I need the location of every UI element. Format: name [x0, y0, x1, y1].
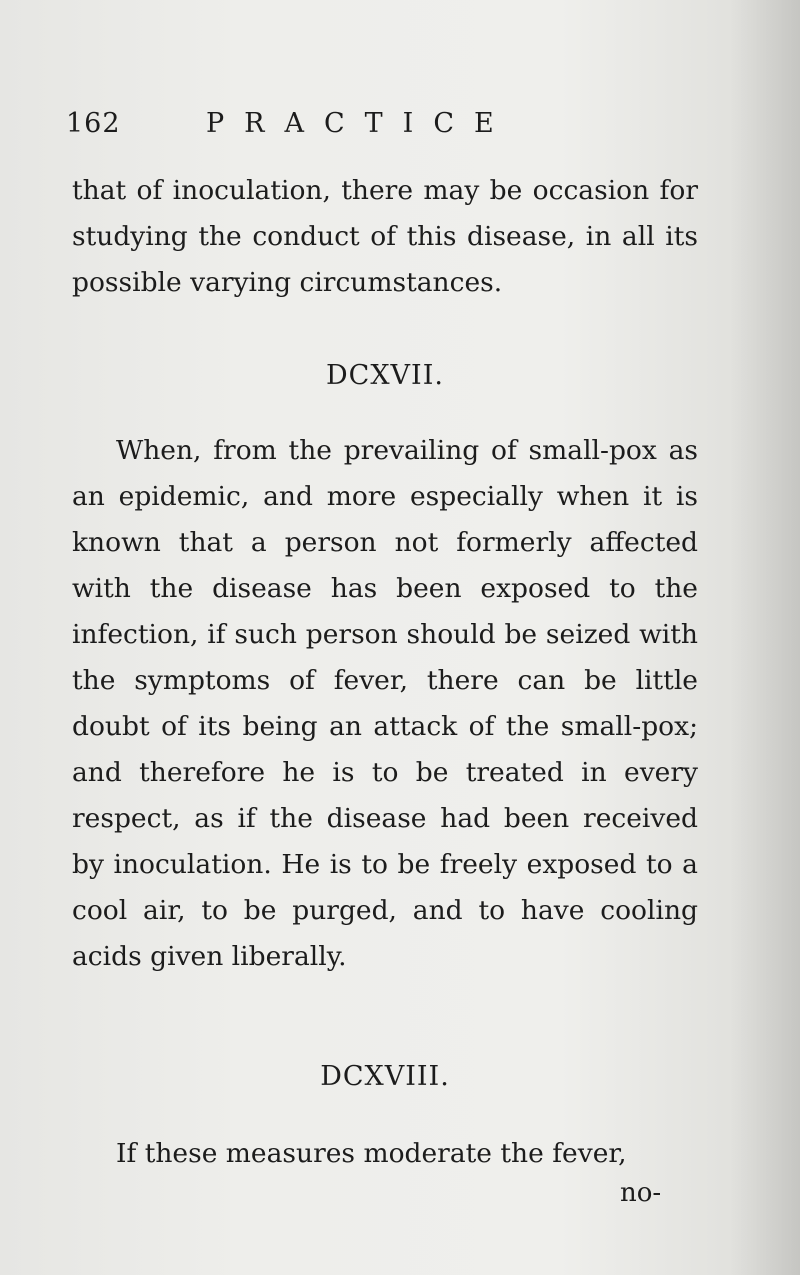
running-head: PRACTICE: [206, 108, 514, 139]
page-number: 162: [66, 108, 121, 139]
paragraph-text: When, from the prevailing of small-pox as an epidemic, and more especially when it is known that a person not formerly affected with the disease has been exposed to the infection, if such person should be seized with the symptoms of fever, there can be little doubt of its being an attack of the small-pox; and therefore he is to be treated in every respect, as if the disease had been received by inoculation. He is to be freely exposed to a cool air, to be purged, and to have cooling acids given liberally.: [72, 435, 698, 972]
paragraph-dcxvii: [72, 428, 698, 980]
section-heading-dcxvii: DCXVII.: [326, 360, 444, 391]
paragraph-continuation: [72, 168, 698, 306]
page-header: [66, 108, 666, 148]
paragraph-dcxviii: [72, 1131, 698, 1177]
paragraph-text: that of inoculation, there may be occasion for studying the conduct of this disease, in all its possible varying circumstances.: [72, 175, 698, 298]
section-heading-dcxviii: DCXVIII.: [320, 1061, 450, 1092]
paragraph-text: If these measures moderate the fever,: [116, 1138, 627, 1169]
catchword: no-: [620, 1178, 662, 1208]
